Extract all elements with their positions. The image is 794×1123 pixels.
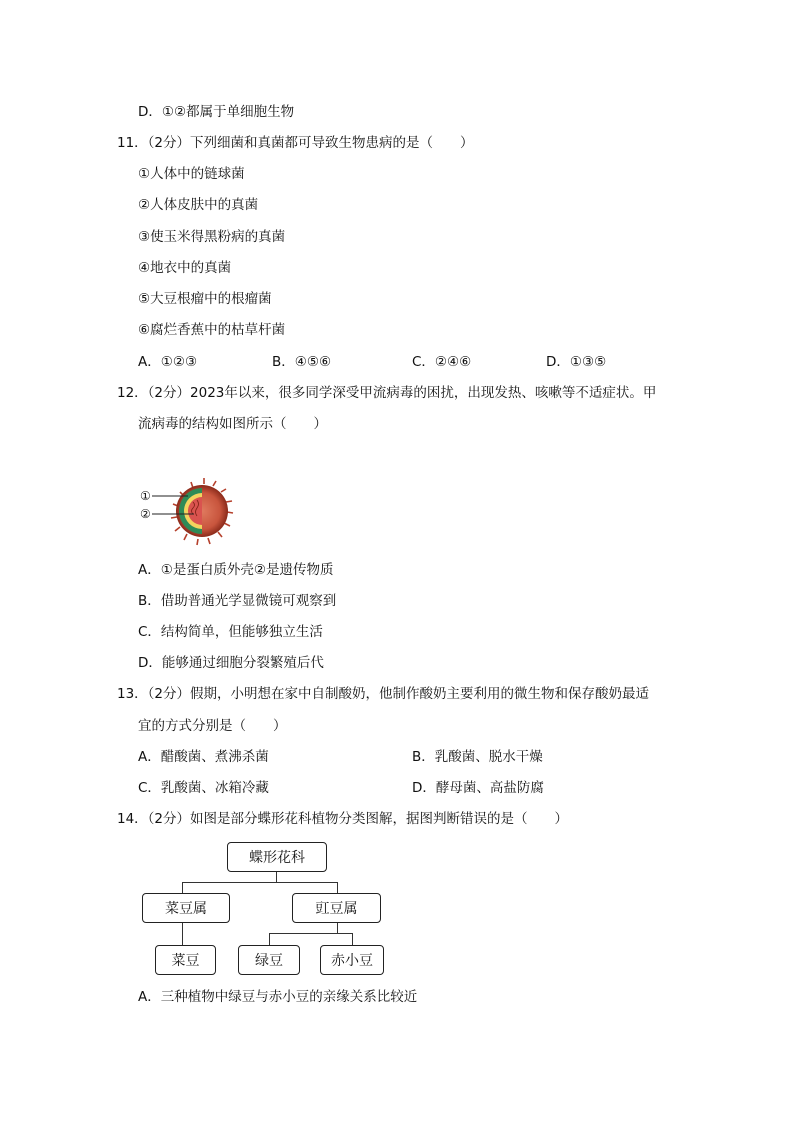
- q12-stem-line2: 流病毒的结构如图所示（ ）: [138, 416, 327, 432]
- q11-item-4: ④地衣中的真菌: [138, 260, 232, 276]
- q12-option-d: D．能够通过细胞分裂繁殖后代: [138, 655, 324, 671]
- q13-stem-line1: 13．（2分）假期，小明想在家中自制酸奶，他制作酸奶主要利用的微生物和保存酸奶最适: [117, 686, 650, 702]
- connector: [337, 882, 338, 893]
- q11-item-6: ⑥腐烂香蕉中的枯草杆菌: [138, 322, 286, 338]
- q11-item-2: ②人体皮肤中的真菌: [138, 197, 259, 213]
- node-family: 蝶形花科: [227, 842, 327, 872]
- node-genus-left: 菜豆属: [142, 893, 230, 923]
- q11-option-c: C．②④⑥: [412, 354, 472, 370]
- connector: [182, 882, 338, 883]
- q11-item-5: ⑤大豆根瘤中的根瘤菌: [138, 291, 272, 307]
- virus-figure: [138, 476, 248, 548]
- connector: [269, 933, 353, 934]
- q13-stem-line2: 宜的方式分别是（ ）: [138, 718, 287, 734]
- q11-option-b: B．④⑤⑥: [272, 354, 332, 370]
- q11-item-3: ③使玉米得黑粉病的真菌: [138, 229, 286, 245]
- connector: [352, 933, 353, 945]
- q12-stem-line1: 12．（2分）2023年以来，很多同学深受甲流病毒的困扰，出现发热、咳嗽等不适症状。甲: [117, 385, 657, 401]
- q14-option-a: A．三种植物中绿豆与赤小豆的亲缘关系比较近: [138, 989, 418, 1005]
- node-genus-right: 豇豆属: [292, 893, 381, 923]
- figure-label-1: ①: [140, 489, 151, 503]
- q10-option-d: D．①②都属于单细胞生物: [138, 104, 295, 120]
- node-species-left: 菜豆: [155, 945, 216, 975]
- q11-option-a: A．①②③: [138, 354, 198, 370]
- q11-stem: 11．（2分）下列细菌和真菌都可导致生物患病的是（ ）: [117, 135, 474, 151]
- q13-option-c: C．乳酸菌、冰箱冷藏: [138, 780, 269, 796]
- q11-option-d: D．①③⑤: [546, 354, 607, 370]
- connector: [269, 933, 270, 945]
- node-species-mid: 绿豆: [238, 945, 300, 975]
- figure-label-2: ②: [140, 507, 151, 521]
- q13-option-b: B．乳酸菌、脱水干燥: [412, 749, 543, 765]
- influenza-virus-illustration: [138, 476, 248, 548]
- q13-option-d: D．酵母菌、高盐防腐: [412, 780, 544, 796]
- node-species-right: 赤小豆: [320, 945, 384, 975]
- q11-item-1: ①人体中的链球菌: [138, 166, 245, 182]
- q12-option-c: C．结构简单，但能够独立生活: [138, 624, 323, 640]
- q12-option-a: A．①是蛋白质外壳②是遗传物质: [138, 562, 334, 578]
- q12-option-b: B．借助普通光学显微镜可观察到: [138, 593, 337, 609]
- q13-option-a: A．醋酸菌、煮沸杀菌: [138, 749, 269, 765]
- connector: [182, 923, 183, 945]
- connector: [182, 882, 183, 893]
- q14-stem: 14．（2分）如图是部分蝶形花科植物分类图解，据图判断错误的是（ ）: [117, 811, 569, 827]
